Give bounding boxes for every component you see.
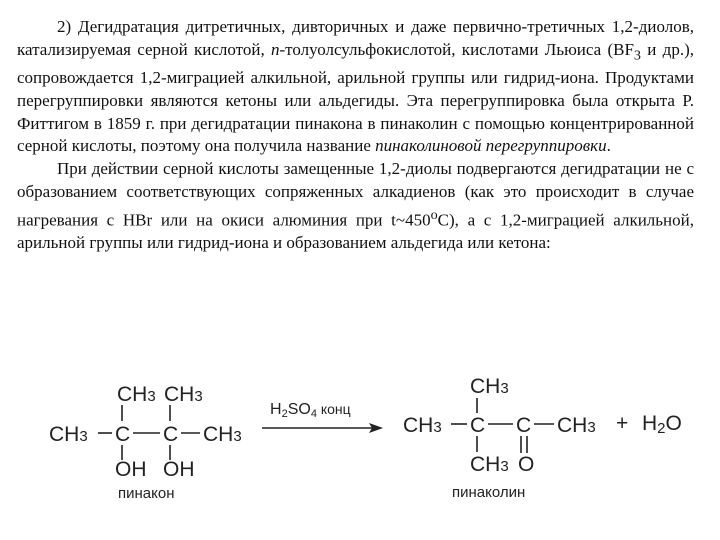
hydroxyl-group: OH xyxy=(163,458,195,481)
reactant-label: пинакон xyxy=(118,485,175,502)
text-fragment: C), а с 1,2-миграцией алкильной, арильной группы или гидрид-иона и образованием альдегида или кетона: xyxy=(17,210,694,253)
carbon-atom: C xyxy=(470,414,486,437)
methyl-group: CH3 xyxy=(117,383,156,406)
carbon-atom: C xyxy=(163,423,179,446)
product-pinacolone xyxy=(403,375,596,501)
methyl-group: CH3 xyxy=(470,453,509,476)
methyl-group: CH3 xyxy=(403,414,442,437)
hydroxyl-group: OH xyxy=(115,458,147,481)
oxygen-atom: O xyxy=(518,453,535,476)
reaction-arrow xyxy=(262,401,383,433)
carbonyl-carbon: C xyxy=(516,414,532,437)
text-fragment: и др.), сопровождается 1,2-миграцией алкильной, арильной группы или гидрид-иона. Продуктами перегруппировки являются кетоны или альдегиды. Эта перегруппировка была открыта Р. Фиттигом в 1859 г. при дегидратации пинакона в пинаколин с помощью концентрированной серной кислоты, поэтому она получила название xyxy=(17,39,694,156)
text-fragment: . xyxy=(606,136,611,156)
rearrangement-name: пинаколиновой перегруппировки xyxy=(375,136,607,156)
byproduct-water xyxy=(616,412,682,437)
text-fragment: При действии серной кислоты замещенные 1,2-диолы подвергаются дегидратации не с образованием соответствующих сопряженных алкадиенов (как это происходит в случае нагревания с HBr или на окиси алюминия при t~450 xyxy=(17,159,694,230)
carbon-atom: C xyxy=(115,423,131,446)
text-fragment: 2) Дегидратация дитретичных, дивторичных и даже первично-третичных 1,2-диолов, катализируемая серной кислотой, xyxy=(17,17,694,59)
text-fragment: -толуолсульфокислотой, кислотами Льюиса (BF xyxy=(279,39,634,59)
methyl-group: CH3 xyxy=(557,414,596,437)
water-formula: H2O xyxy=(642,412,682,437)
methyl-group: CH3 xyxy=(203,423,242,446)
methyl-group: CH3 xyxy=(49,423,88,446)
plus-sign: + xyxy=(616,412,629,435)
reagent-label: $H_2SO_4$ конц xyxy=(270,401,351,420)
superscript: o xyxy=(430,206,438,223)
subscript: 3 xyxy=(633,47,641,64)
italic-letter: п xyxy=(271,39,280,59)
reactant-pinacol xyxy=(49,383,242,502)
methyl-group: CH3 xyxy=(470,375,509,398)
methyl-group: CH3 xyxy=(164,383,203,406)
product-label: пинаколин xyxy=(452,484,526,501)
